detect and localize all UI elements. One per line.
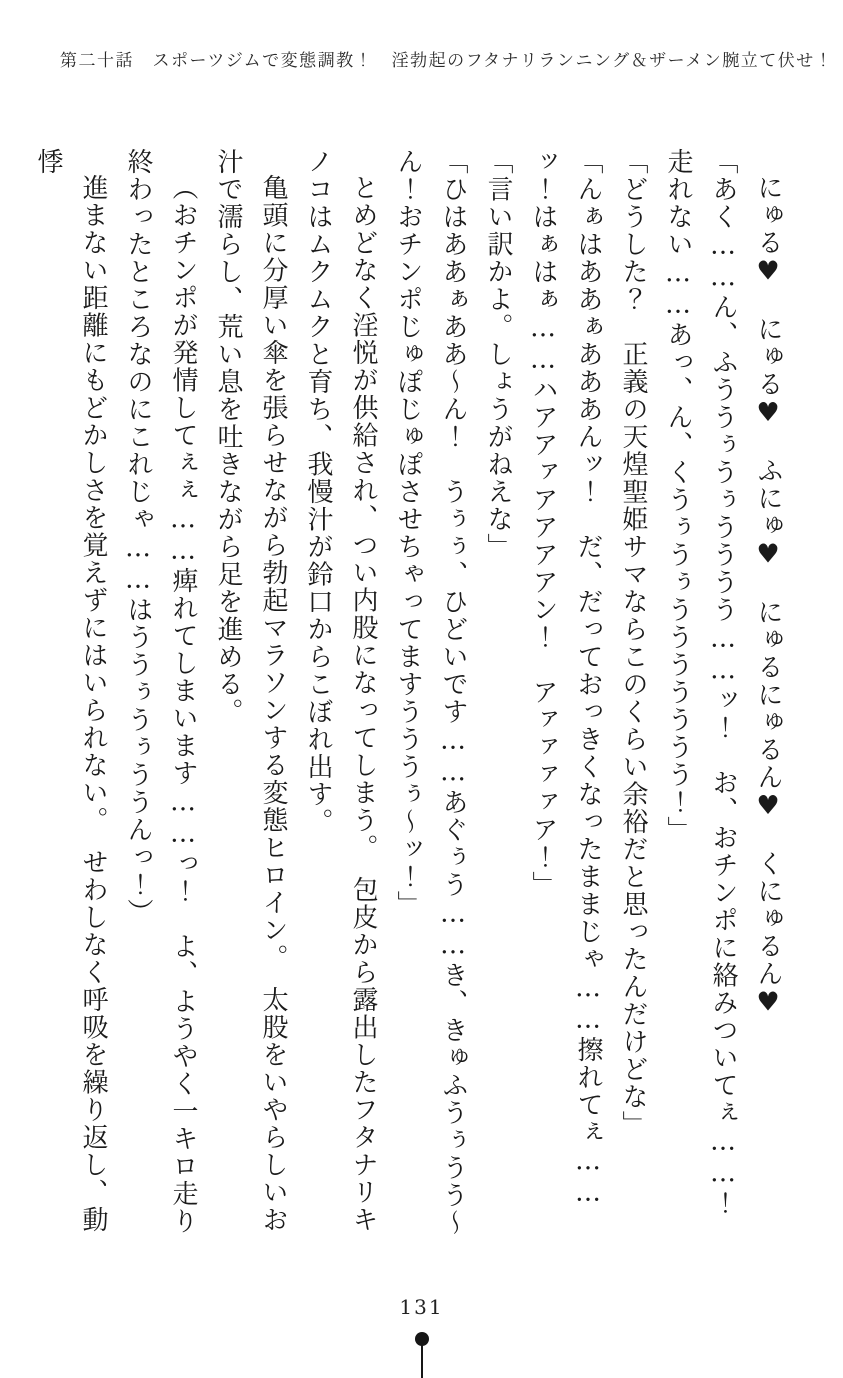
paragraph: 「言い訳かよ。しょうがねえな」	[483, 148, 513, 561]
page-number: 131	[399, 1295, 444, 1319]
chapter-header: 第二十話 スポーツジムで変態調教！ 淫勃起のフタナリランニング＆ザーメン腕立て伏せ！	[60, 51, 834, 71]
paragraph: 進まない距離にもどかしさを覚えずにはいられない。 せわしなく呼吸を繰り返し、動悸	[33, 148, 108, 1234]
paragraph: 「どうした？ 正義の天煌聖姫サマならこのくらい余裕だと思ったんだけどな」	[618, 148, 648, 1138]
paragraph: とめどなく淫悦が供給され、つい内股になってしまう。 包皮から露出したフタナリキノコはムクムクと育ち、我慢汁が鈴口からこぼれ出す。	[303, 148, 378, 1234]
paragraph: 亀頭に分厚い傘を張らせながら勃起マラソンする変態ヒロイン。 太股をいやらしいお汁で濡らし、荒い息を吐きながら足を進める。	[213, 148, 288, 1234]
body-text	[33, 148, 790, 1256]
section-divider-line	[421, 1344, 423, 1378]
paragraph: 「あく……ん、ふううぅうぅうううう……ッ！ お、おチンポに絡みついてぇ……！ 走れない……あっ、ん、くうぅうぅううううううう！」	[663, 148, 738, 1245]
paragraph: 「んぁはああぁあああんッ！ だ、だっておっきくなったままじゃ……擦れてぇ……ッ！はぁはぁ……ハアアァアアアアン！ アァァァァア！」	[528, 148, 603, 1209]
paragraph: 「ひはああぁああ～ん！ うぅぅ、ひどいです……あぐぅう……き、きゅふうぅうう～ん！おチンポじゅぽじゅぽさせちゃってますうううぅ～ッ！」	[393, 148, 468, 1237]
paragraph: にゅる♥ にゅる♥ ふにゅ♥ にゅるにゅるん♥ くにゅるん♥	[753, 174, 783, 1019]
paragraph: （おチンポが発情してぇぇ……痺れてしまいます……っ！ よ、ようやく一キロ走り終わったところなのにこれじゃ……はううぅうぅううんっ！）	[123, 148, 198, 1235]
